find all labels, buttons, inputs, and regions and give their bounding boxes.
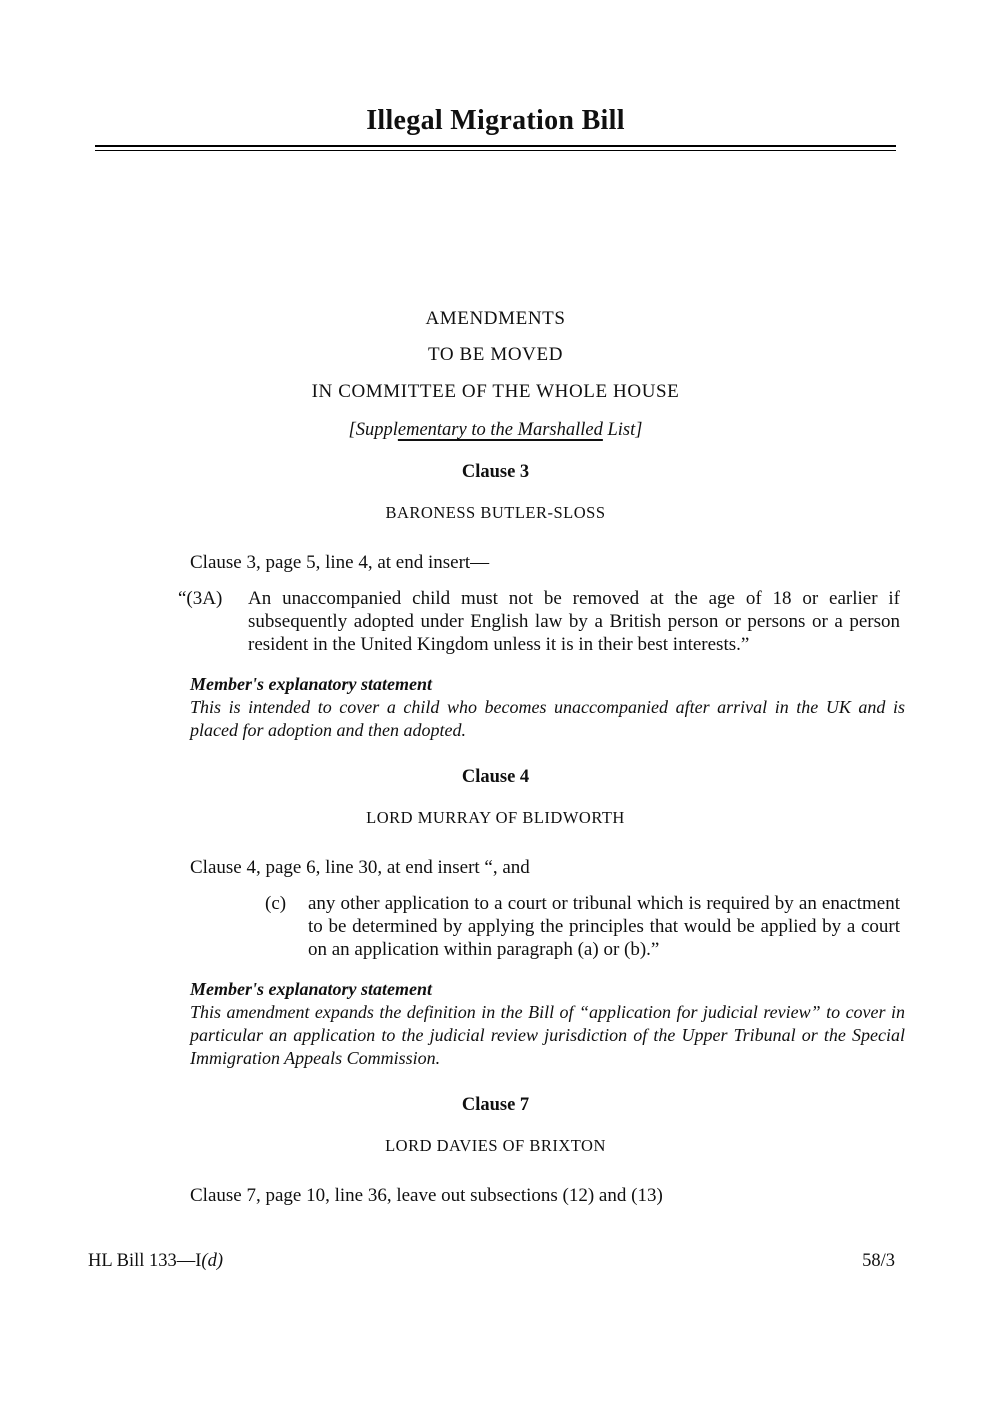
member-name: BARONESS BUTLER-SLOSS: [385, 503, 606, 522]
supplementary-note: [0, 419, 991, 442]
sheet-number: 58/3: [862, 1251, 895, 1271]
clause-heading: Clause 7: [461, 1095, 530, 1115]
amendment-body: [178, 587, 900, 656]
amendment-text: any other application to a court or tribunal which is required by an enactment to be determined by applying the principles that would be applied by a court on an application within paragraph (a) or (b).”: [308, 893, 900, 960]
clause-heading: Clause 4: [461, 767, 530, 787]
paragraph-label: (c): [265, 893, 287, 914]
amendment-instruction: Clause 3, page 5, line 4, at end insert—: [190, 552, 490, 573]
section-clause-4: [0, 766, 991, 1070]
title-rule: [95, 145, 896, 151]
document-header: [0, 0, 991, 151]
member-name: LORD DAVIES OF BRIXTON: [385, 1136, 606, 1155]
front-amendments-line: AMENDMENTS: [425, 308, 566, 329]
explanatory-statement-text: This is intended to cover a child who becomes unaccompanied after arrival in the UK and is placed for adoption and then adopted.: [190, 697, 905, 740]
subsection-label: “(3A): [178, 588, 223, 609]
amendments-content: [0, 307, 991, 1207]
front-committee-line: IN COMMITTEE OF THE WHOLE HOUSE: [311, 381, 680, 402]
amendment-instruction: Clause 7, page 10, line 36, leave out subsections (12) and (13): [190, 1185, 663, 1206]
front-to-be-moved-line: TO BE MOVED: [427, 344, 564, 365]
section-clause-7: [0, 1094, 991, 1207]
supplementary-pre: [Suppl: [348, 420, 398, 440]
bill-reference: [88, 1250, 223, 1273]
clause-heading: Clause 3: [461, 462, 530, 482]
amendment-body: [265, 892, 900, 961]
amendment-instruction: Clause 4, page 6, line 30, at end insert “, and: [190, 857, 530, 878]
bill-reference-suffix: (d): [201, 1251, 223, 1271]
explanatory-statement-heading: Member's explanatory statement: [190, 674, 432, 694]
page-footer: [88, 1250, 895, 1273]
amendment-text: An unaccompanied child must not be removed at the age of 18 or earlier if subsequently adopted under English law by a British person or persons or a person resident in the United Kingdom unless it is in their best interests.”: [248, 588, 900, 655]
page-title: Illegal Migration Bill: [366, 105, 625, 136]
explanatory-statement-heading: Member's explanatory statement: [190, 979, 432, 999]
supplementary-post: List]: [602, 420, 643, 440]
member-name: LORD MURRAY OF BLIDWORTH: [366, 808, 625, 827]
bill-reference-prefix: HL Bill 133—I: [88, 1251, 202, 1271]
explanatory-statement-text: This amendment expands the definition in the Bill of “application for judicial review” to cover in particular an application to the judicial review jurisdiction of the Upper Tribunal or the Special Immigration Appeals Commission.: [190, 1002, 905, 1068]
supplementary-underlined: ementary to the Marshalled: [397, 420, 603, 440]
section-clause-3: [0, 461, 991, 742]
